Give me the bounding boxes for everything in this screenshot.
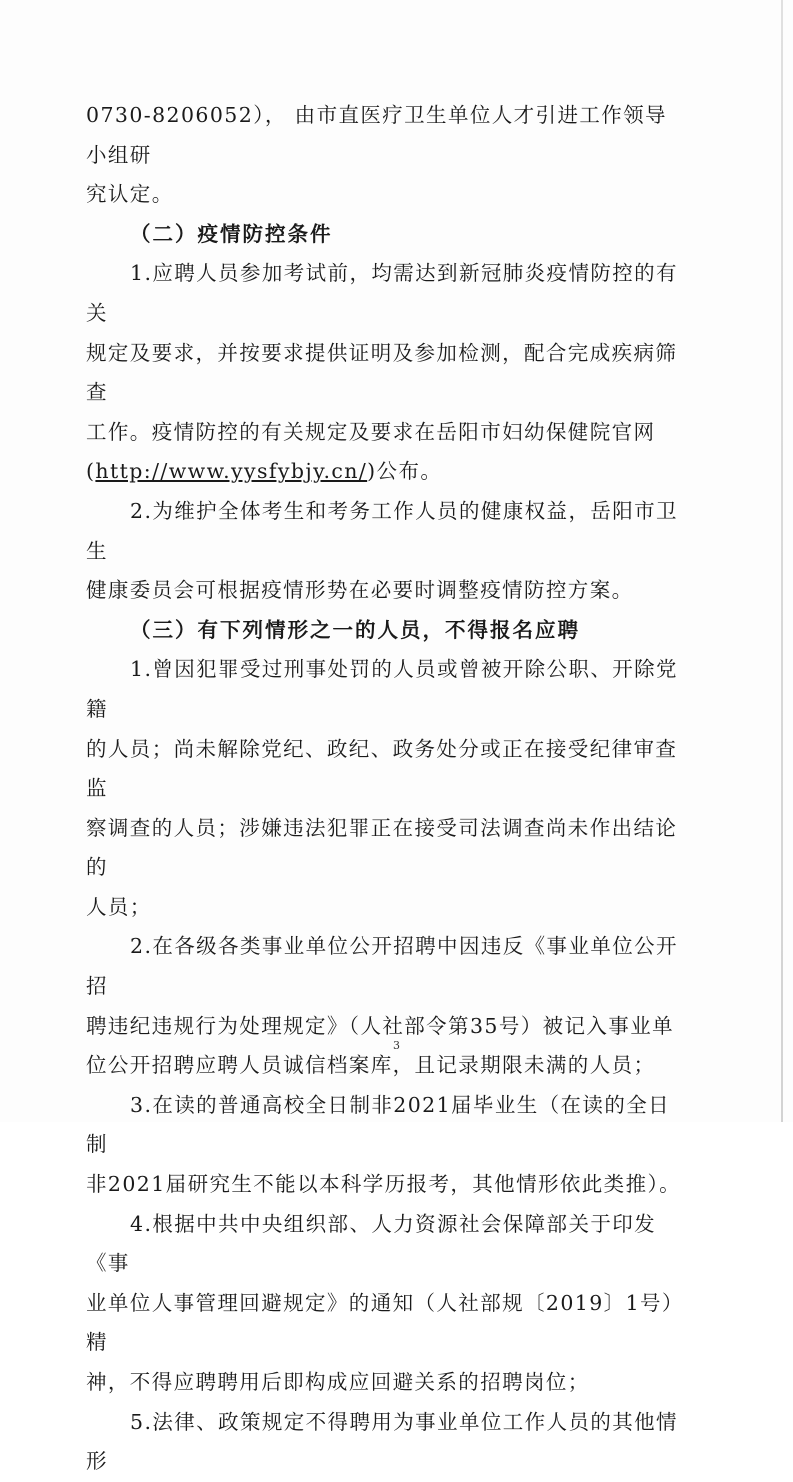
website-link[interactable]: http://www.yysfybjy.cn/ [95,459,368,484]
body-text [86,96,686,1482]
text-line: 人员； [86,894,152,919]
text-line: 4.根据中共中央组织部、人力资源社会保障部关于印发《事 [86,1211,657,1276]
link-suffix: )公布。 [367,459,443,484]
text-line: 的人员；尚未解除党纪、政纪、政务处分或正在接受纪律审查监 [86,736,678,801]
text-line: 2.在各级各类事业单位公开招聘中因违反《事业单位公开招 [86,934,678,999]
text-line: 位公开招聘应聘人员诚信档案库，且记录期限未满的人员； [86,1053,656,1078]
text-line: 究认定。 [86,182,174,207]
text-line: 5.法律、政策规定不得聘用为事业单位工作人员的其他情形 [86,1409,678,1474]
text-line: 非2021届研究生不能以本科学历报考，其他情形依此类推）。 [86,1172,682,1197]
text-line: 工作。疫情防控的有关规定及要求在岳阳市妇幼保健院官网 [86,419,656,444]
text-line: 健康委员会可根据疫情形势在必要时调整疫情防控方案。 [86,578,634,603]
text-line: 业单位人事管理回避规定》的通知（人社部规〔2019〕1号）精 [86,1290,684,1355]
section-heading: （三）有下列情形之一的人员，不得报名应聘 [130,617,580,642]
scan-edge-shadow [781,0,783,1122]
text-line: 0730-8206052）， 由市直医疗卫生单位人才引进工作领导小组研 [86,103,667,167]
section-heading: （二）疫情防控条件 [130,221,333,246]
text-line: 神，不得应聘聘用后即构成应回避关系的招聘岗位； [86,1370,590,1394]
text-line: 2.为维护全体考生和考务工作人员的健康权益，岳阳市卫生 [86,498,678,563]
text-line: 聘违纪违规行为处理规定》（人社部令第35号）被记入事业单 [86,1013,675,1038]
text-line: 察调查的人员；涉嫌违法犯罪正在接受司法调查尚未作出结论的 [86,815,678,880]
text-line [86,452,686,492]
text-line: 规定及要求，并按要求提供证明及参加检测，配合完成疾病筛查 [86,340,678,405]
text-line: 3.在读的普通高校全日制非2021届毕业生（在读的全日制 [86,1092,671,1157]
paren-open: ( [86,459,96,484]
text-line: 1.应聘人员参加考试前，均需达到新冠肺炎疫情防控的有关 [86,261,678,325]
text-line: 1.曾因犯罪受过刑事处罚的人员或曾被开除公职、开除党籍 [86,657,678,721]
page-number: 3 [393,1039,400,1052]
